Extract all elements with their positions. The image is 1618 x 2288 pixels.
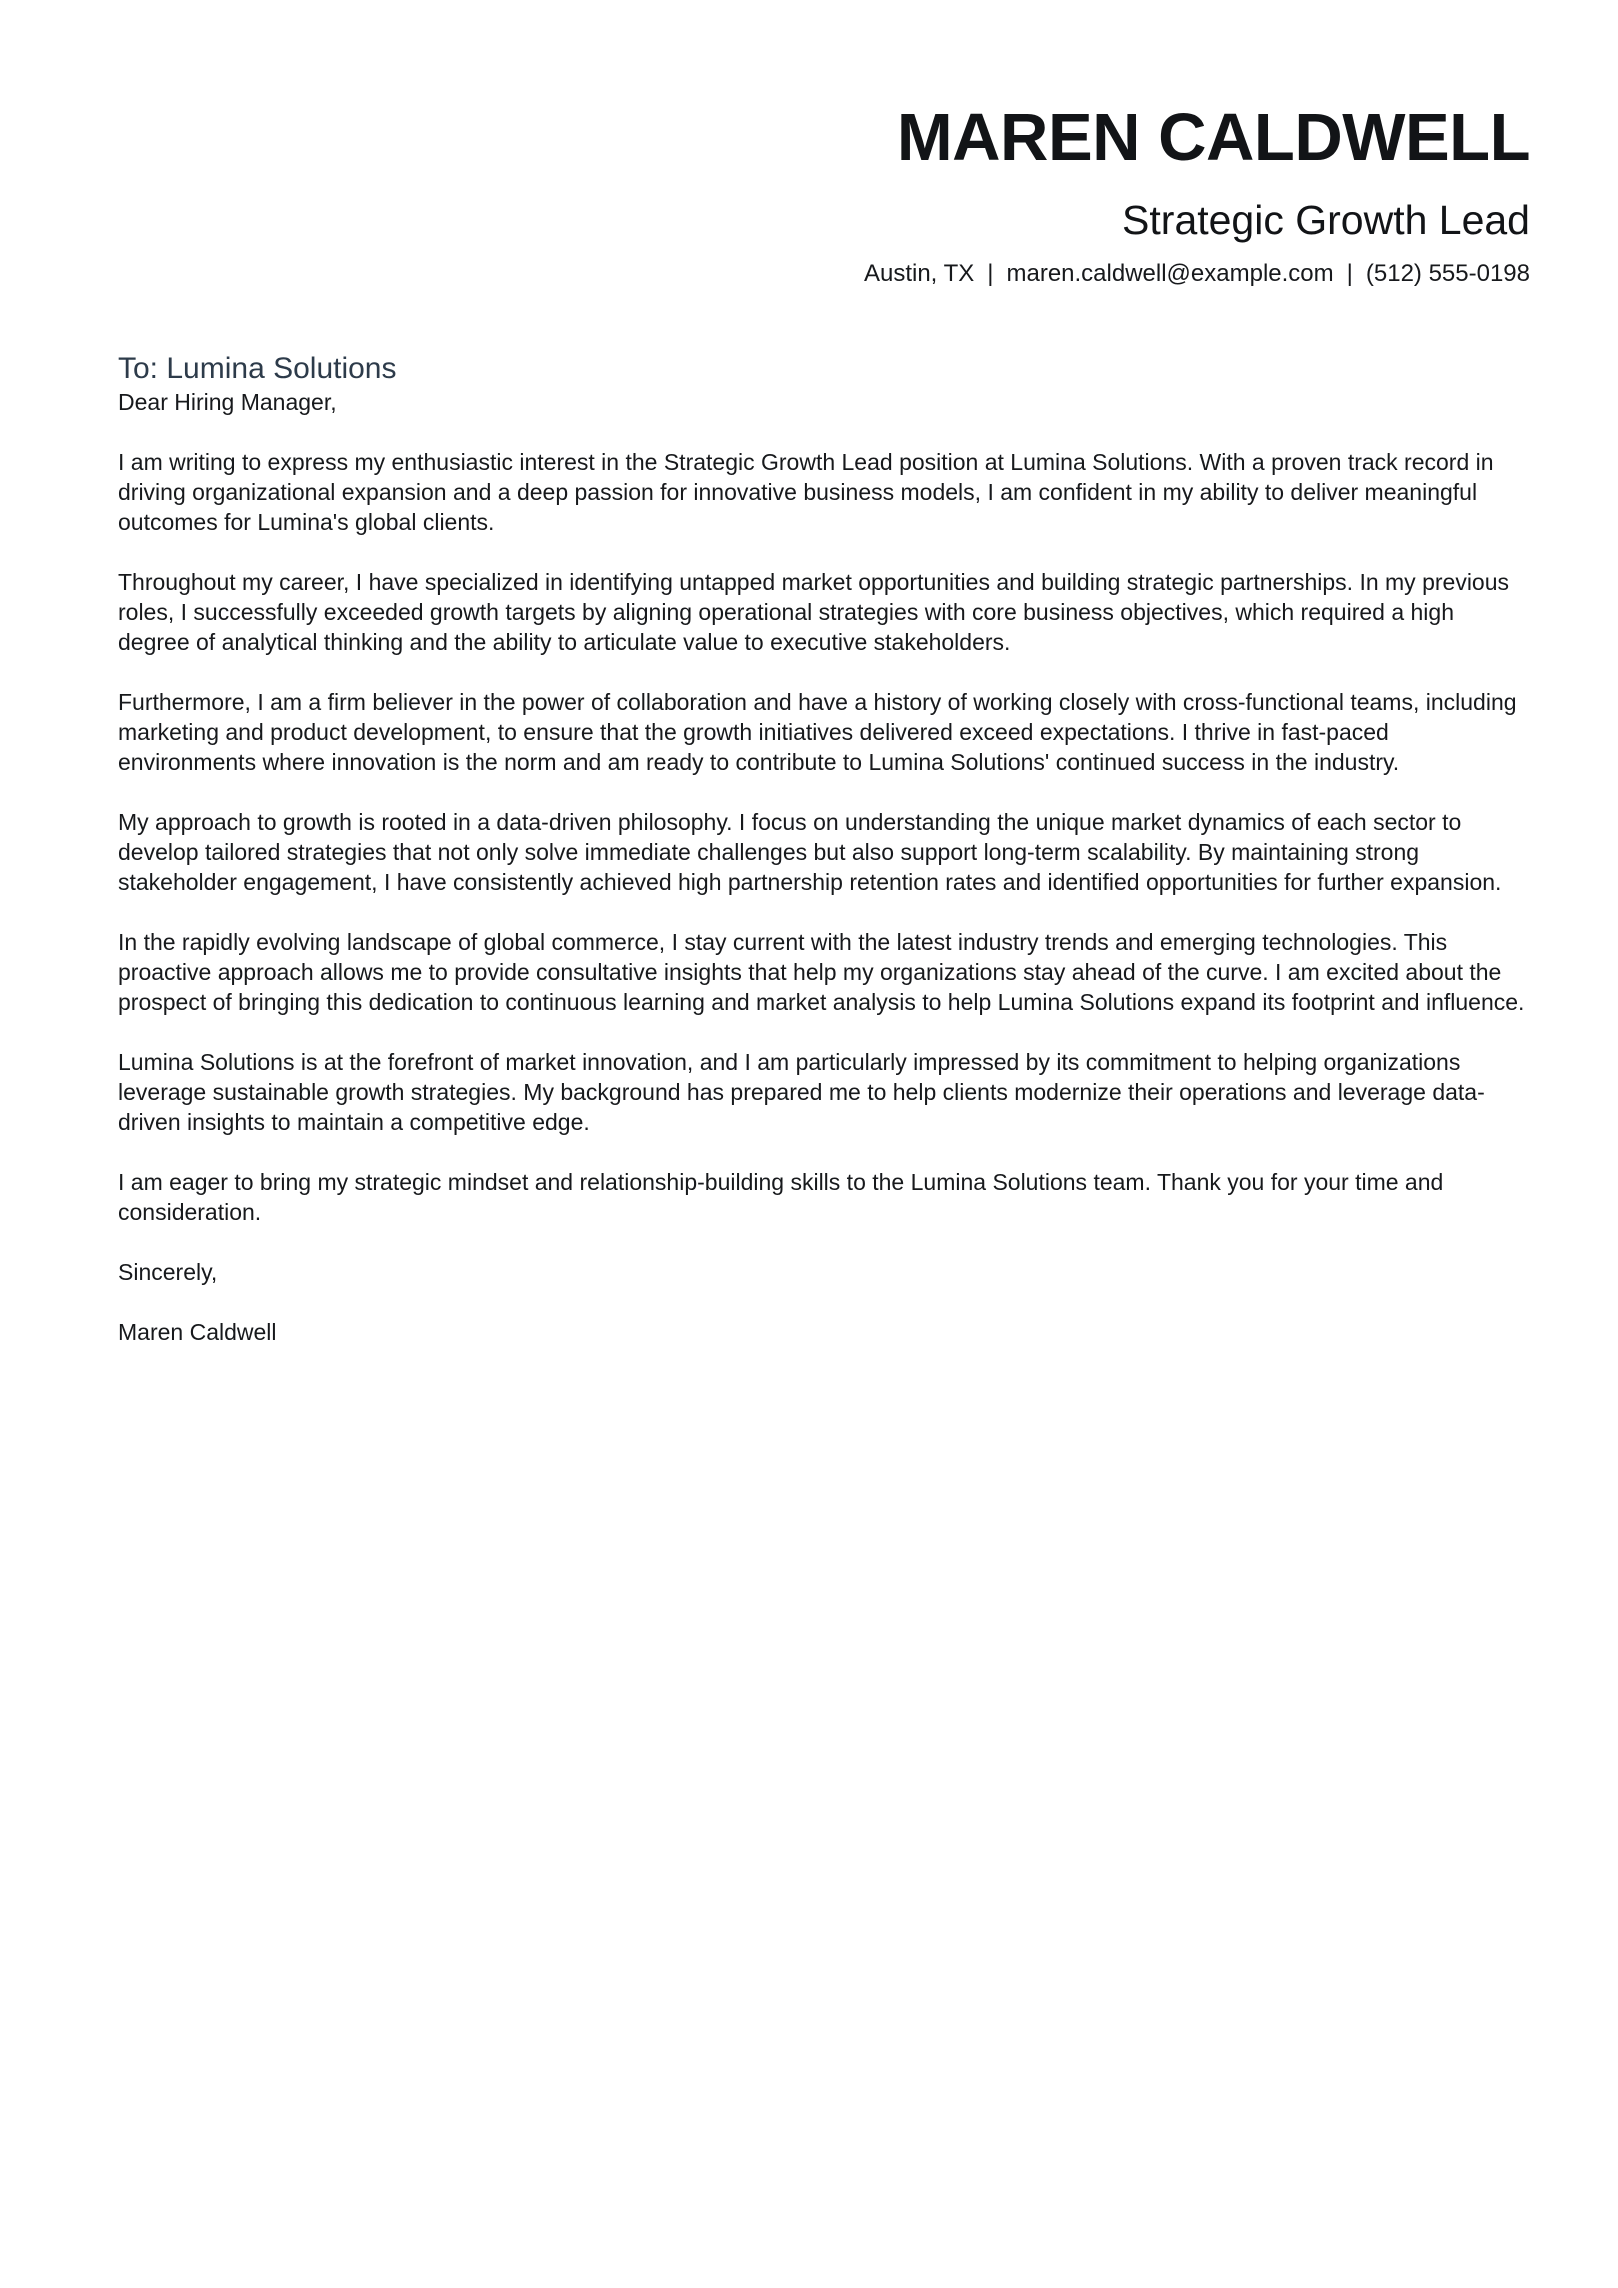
letter-paragraph: I am eager to bring my strategic mindset and relationship-building skills to the Lumina Solutions team. Thank you for your time and consideration. bbox=[118, 1169, 1444, 1225]
candidate-name: MAREN CALDWELL bbox=[896, 100, 1530, 175]
greeting: Dear Hiring Manager, bbox=[118, 389, 337, 415]
contact-phone: (512) 555-0198 bbox=[1365, 260, 1530, 287]
letter-body bbox=[118, 351, 1530, 1347]
contact-email: maren.caldwell@example.com bbox=[1006, 260, 1334, 287]
candidate-job-title: Strategic Growth Lead bbox=[1122, 197, 1530, 243]
contact-separator: | bbox=[987, 260, 994, 287]
closing: Sincerely, bbox=[118, 1259, 218, 1285]
contact-separator: | bbox=[1346, 260, 1353, 287]
recipient-line: To: Lumina Solutions bbox=[118, 352, 397, 385]
letter-paragraph: Furthermore, I am a firm believer in the power of collaboration and have a history of working closely with cross-functional teams, including marketing and product development, to ensure that the growth initiatives delivered exceed expectations. I thrive in fast-paced environments where innovation is the norm and am ready to contribute to Lumina Solutions' continued success in the industry. bbox=[118, 689, 1517, 775]
signature: Maren Caldwell bbox=[118, 1319, 277, 1345]
letter-paragraph: I am writing to express my enthusiastic interest in the Strategic Growth Lead position at Lumina Solutions. With a proven track record in driving organizational expansion and a deep passion for innovative business models, I am confident in my ability to deliver meaningful outcomes for Lumina's global clients. bbox=[118, 449, 1494, 535]
letter-paragraph: Throughout my career, I have specialized in identifying untapped market opportunities and building strategic partnerships. In my previous roles, I successfully exceeded growth targets by aligning operational strategies with core business objectives, which required a high degree of analytical thinking and the ability to articulate value to executive stakeholders. bbox=[118, 569, 1510, 655]
contact-line bbox=[118, 259, 1530, 288]
letter-paragraph: My approach to growth is rooted in a data-driven philosophy. I focus on understanding the unique market dynamics of each sector to develop tailored strategies that not only solve immediate challenges but also support long-term scalability. By maintaining strong stakeholder engagement, I have consistently achieved high partnership retention rates and identified opportunities for further expansion. bbox=[118, 809, 1502, 895]
letter-header bbox=[118, 100, 1530, 288]
letter-paragraph: Lumina Solutions is at the forefront of market innovation, and I am particularly impressed by its commitment to helping organizations leverage sustainable growth strategies. My background has prepared me to help clients modernize their operations and leverage data-driven insights to maintain a competitive edge. bbox=[118, 1049, 1485, 1135]
letter-paragraph: In the rapidly evolving landscape of global commerce, I stay current with the latest industry trends and emerging technologies. This proactive approach allows me to provide consultative insights that help my organizations stay ahead of the curve. I am excited about the prospect of bringing this dedication to continuous learning and market analysis to help Lumina Solutions expand its footprint and influence. bbox=[118, 929, 1525, 1015]
contact-location: Austin, TX bbox=[863, 260, 975, 287]
